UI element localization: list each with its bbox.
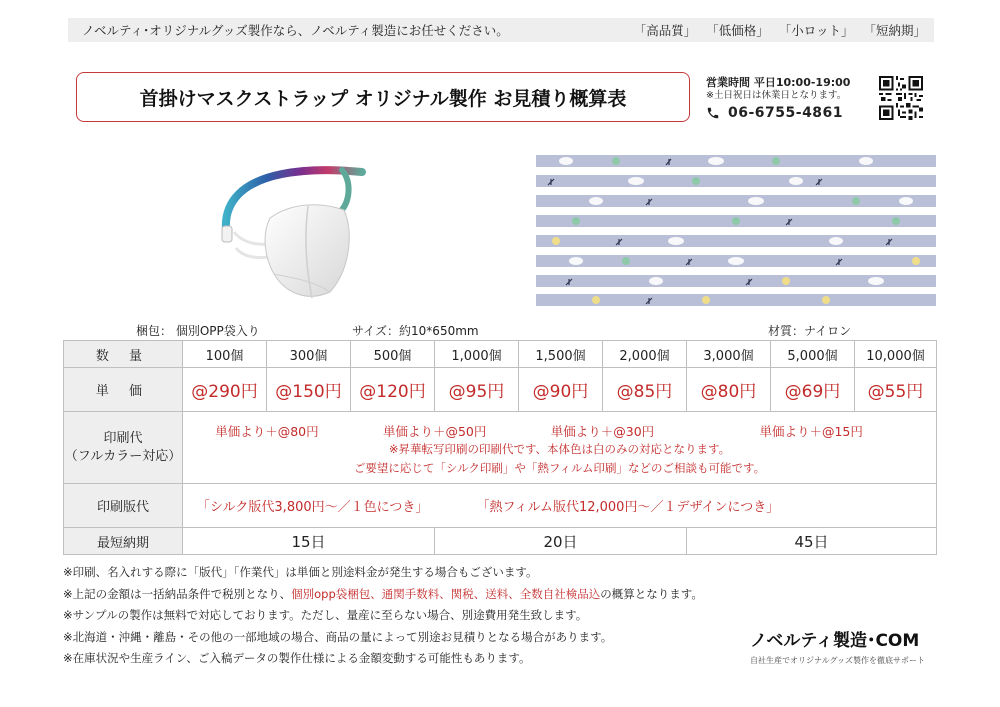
unit-price-cell: @69円 <box>771 368 855 412</box>
print-surcharge: 単価より＋@15円 <box>759 423 863 439</box>
material-spec: 材質：ナイロン <box>768 324 852 338</box>
page-title <box>76 72 690 122</box>
print-cost-row <box>64 412 937 484</box>
banner-tags <box>634 21 926 39</box>
unit-price-cell: @90円 <box>519 368 603 412</box>
mask-strap-photo <box>212 152 370 312</box>
plate-cost-row <box>64 484 937 528</box>
lead-time-cell: 15日 <box>183 528 435 555</box>
footnote-text: ※上記の金額は一括納品条件で税別となり、 <box>63 586 292 601</box>
lead-time-cell: 20日 <box>435 528 687 555</box>
contact-info <box>706 76 876 124</box>
quantity-row <box>64 341 937 368</box>
page-title-text: 首掛けマスクストラップ オリジナル製作 お見積り概算表 <box>139 87 627 110</box>
print-surcharge-tiers <box>183 421 936 441</box>
unit-price-cell: @80円 <box>687 368 771 412</box>
packaging-spec: 梱包： 個別OPP袋入り <box>136 324 260 338</box>
tag-quality: 「高品質」 <box>633 23 697 38</box>
phone-number[interactable]: 06-6755-4861 <box>728 104 844 121</box>
price-table <box>63 340 937 555</box>
banner-text: ノベルティ･オリジナルグッズ製作なら、ノベルティ製造にお任せください。 <box>82 23 509 38</box>
top-banner <box>68 18 934 42</box>
unit-price-cell: @290円 <box>183 368 267 412</box>
quantity-cell: 100個 <box>183 341 267 368</box>
size-spec: サイズ：約10*650mm <box>352 324 479 338</box>
silk-plate-cost: 「シルク版代3,800円～／１色につき」 <box>197 500 429 515</box>
unit-price-cell: @95円 <box>435 368 519 412</box>
unit-price-cell: @150円 <box>267 368 351 412</box>
footnote <box>63 584 703 606</box>
footnote-highlight: 個別opp袋梱包、通関手数料、関税、送料、全数自社検品込 <box>291 586 601 601</box>
business-hours: 営業時間 平日10:00-19:00 <box>706 76 851 89</box>
print-cost-content <box>183 412 937 484</box>
print-cost-header <box>64 412 183 484</box>
printed-strap-samples <box>536 155 936 306</box>
quantity-cell: 3,000個 <box>687 341 771 368</box>
unit-price-cell: @85円 <box>603 368 687 412</box>
unit-price-cell: @55円 <box>855 368 937 412</box>
unit-price-row <box>64 368 937 412</box>
tag-short-delivery: 「短納期」 <box>863 23 926 38</box>
footnote: ※印刷、名入れする際に「版代」「作業代」は単価と別途料金が発生する場合もございます。 <box>63 565 538 579</box>
footnote: ※在庫状況や生産ライン、ご入稿データの製作仕様による金額変動する可能性もあります。 <box>63 651 531 665</box>
lead-time-row <box>64 528 937 555</box>
unit-price-header: 単 価 <box>64 368 183 412</box>
quantity-cell: 10,000個 <box>855 341 937 368</box>
print-surcharge: 単価より＋@50円 <box>382 423 487 439</box>
print-note-sublimation: ※昇華転写印刷の印刷代です、本体色は白のみの対応となります。 <box>388 441 731 456</box>
quantity-cell: 2,000個 <box>603 341 687 368</box>
film-plate-cost: 「熱フィルム版代12,000円～／１デザインにつき」 <box>476 500 780 515</box>
quantity-header: 数 量 <box>64 341 183 368</box>
print-cost-label: 印刷代 <box>103 430 143 446</box>
footnote-text: の概算となります。 <box>600 586 703 601</box>
brand-logo[interactable]: ノベルティ製造･COM <box>750 631 920 651</box>
plate-cost-header: 印刷版代 <box>64 484 183 528</box>
brand-tagline: 自社生産でオリジナルグッズ製作を徹底サポート <box>750 656 926 665</box>
quantity-cell: 1,000個 <box>435 341 519 368</box>
quantity-cell: 500個 <box>351 341 435 368</box>
lead-time-cell: 45日 <box>687 528 937 555</box>
quantity-cell: 1,500個 <box>519 341 603 368</box>
print-surcharge: 単価より＋@80円 <box>215 423 319 439</box>
lead-time-header: 最短納期 <box>64 528 183 555</box>
phone-row <box>706 106 876 120</box>
brand-block <box>750 626 940 666</box>
quantity-cell: 300個 <box>267 341 351 368</box>
phone-icon <box>706 106 720 120</box>
print-note-consultation: ご要望に応じて「シルク印刷」や「熱フィルム印刷」などのご相談も可能です。 <box>353 460 766 475</box>
unit-price-cell: @120円 <box>351 368 435 412</box>
footnote: ※サンプルの製作は無料で対応しております。ただし、量産に至らない場合、別途費用発生致します。 <box>63 608 588 622</box>
holiday-note: ※土日祝日は休業日となります。 <box>706 90 847 101</box>
tag-small-lot: 「小ロット」 <box>778 23 854 38</box>
quantity-cell: 5,000個 <box>771 341 855 368</box>
qr-code-icon[interactable] <box>879 76 923 120</box>
tag-price: 「低価格」 <box>706 23 769 38</box>
print-surcharge: 単価より＋@30円 <box>550 423 655 439</box>
footnote: ※北海道・沖縄・離島・その他の一部地域の場合、商品の量によって別途お見積りとなる場合があります。 <box>63 629 613 644</box>
plate-cost-content <box>183 484 937 528</box>
footnotes <box>63 562 703 670</box>
full-color-label: （フルカラー対応） <box>64 448 182 464</box>
